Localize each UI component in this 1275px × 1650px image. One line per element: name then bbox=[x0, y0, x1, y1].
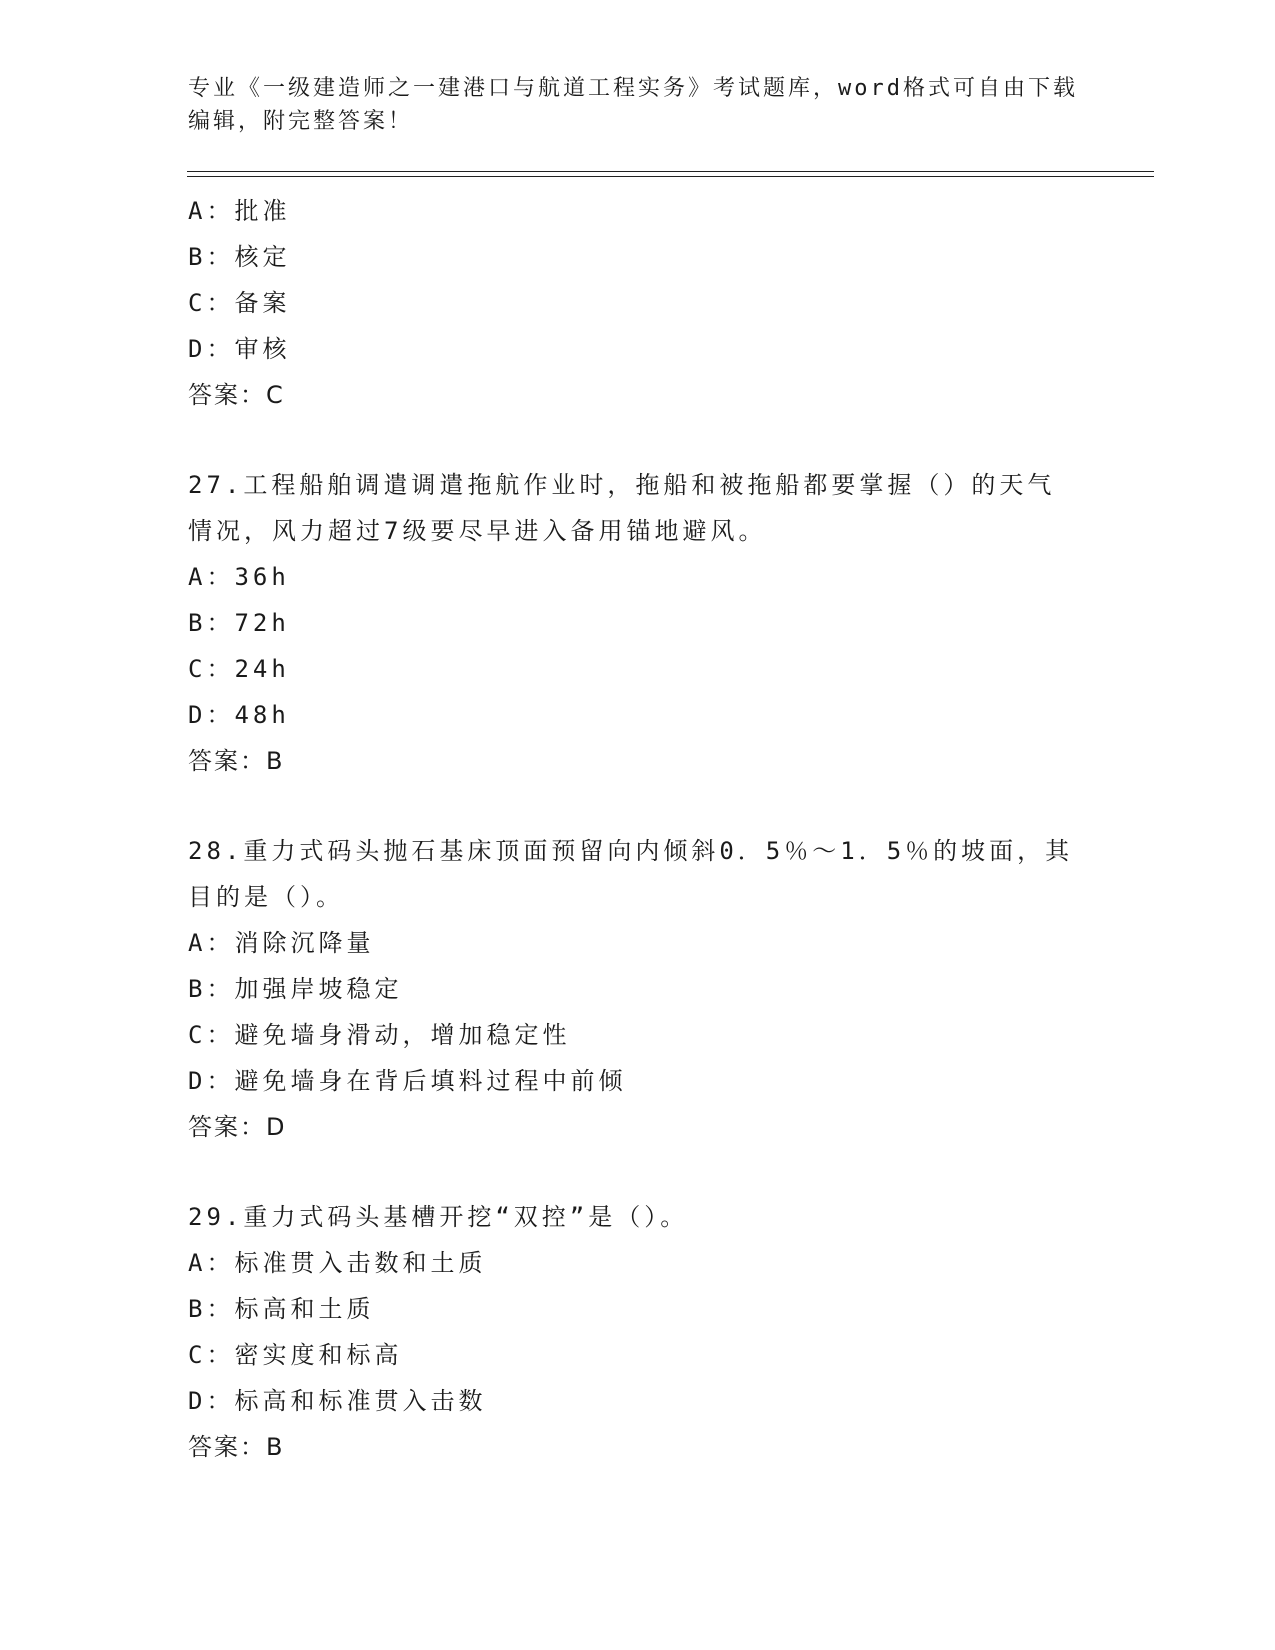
question-text-line: 情况，风力超过7级要尽早进入备用锚地避风。 bbox=[188, 517, 767, 545]
question-block-26 bbox=[188, 188, 1118, 418]
option-c: C：避免墙身滑动，增加稳定性 bbox=[188, 1021, 571, 1049]
answer-line: 答案：B bbox=[188, 747, 285, 775]
option-b: B：标高和土质 bbox=[188, 1295, 375, 1323]
question-text-line: 28.重力式码头抛石基床顶面预留向内倾斜0．5％～1．5％的坡面，其 bbox=[188, 837, 1074, 865]
option-d: D：48h bbox=[188, 701, 290, 729]
option-b: B：核定 bbox=[188, 243, 291, 271]
question-text-line: 29.重力式码头基槽开挖“双控”是（）。 bbox=[188, 1203, 689, 1231]
question-list bbox=[188, 188, 1118, 1470]
option-a: A：标准贯入击数和土质 bbox=[188, 1249, 487, 1277]
question-block-29 bbox=[188, 1194, 1118, 1470]
document-header bbox=[188, 72, 1088, 138]
question-text-line: 27.工程船舶调遣调遣拖航作业时，拖船和被拖船都要掌握（）的天气 bbox=[188, 471, 1056, 499]
option-a: A：36h bbox=[188, 563, 290, 591]
option-c: C：备案 bbox=[188, 289, 291, 317]
header-rule-bottom bbox=[187, 176, 1154, 177]
option-b: B：72h bbox=[188, 609, 290, 637]
option-c: C：密实度和标高 bbox=[188, 1341, 403, 1369]
option-d: D：审核 bbox=[188, 335, 291, 363]
option-c: C：24h bbox=[188, 655, 290, 683]
question-block-27 bbox=[188, 462, 1118, 784]
header-rule-top bbox=[187, 171, 1154, 172]
option-a: A：消除沉降量 bbox=[188, 929, 375, 957]
answer-line: 答案：C bbox=[188, 381, 285, 409]
question-text-line: 目的是（）。 bbox=[188, 883, 344, 911]
option-b: B：加强岸坡稳定 bbox=[188, 975, 403, 1003]
option-d: D：标高和标准贯入击数 bbox=[188, 1387, 487, 1415]
option-d: D：避免墙身在背后填料过程中前倾 bbox=[188, 1067, 627, 1095]
question-block-28 bbox=[188, 828, 1118, 1150]
option-a: A：批准 bbox=[188, 197, 291, 225]
header-line-2: 编辑，附完整答案！ bbox=[188, 109, 414, 134]
answer-line: 答案：D bbox=[188, 1113, 287, 1141]
header-line-1: 专业《一级建造师之一建港口与航道工程实务》考试题库，word格式可自由下载 bbox=[188, 76, 1078, 101]
answer-line: 答案：B bbox=[188, 1433, 285, 1461]
